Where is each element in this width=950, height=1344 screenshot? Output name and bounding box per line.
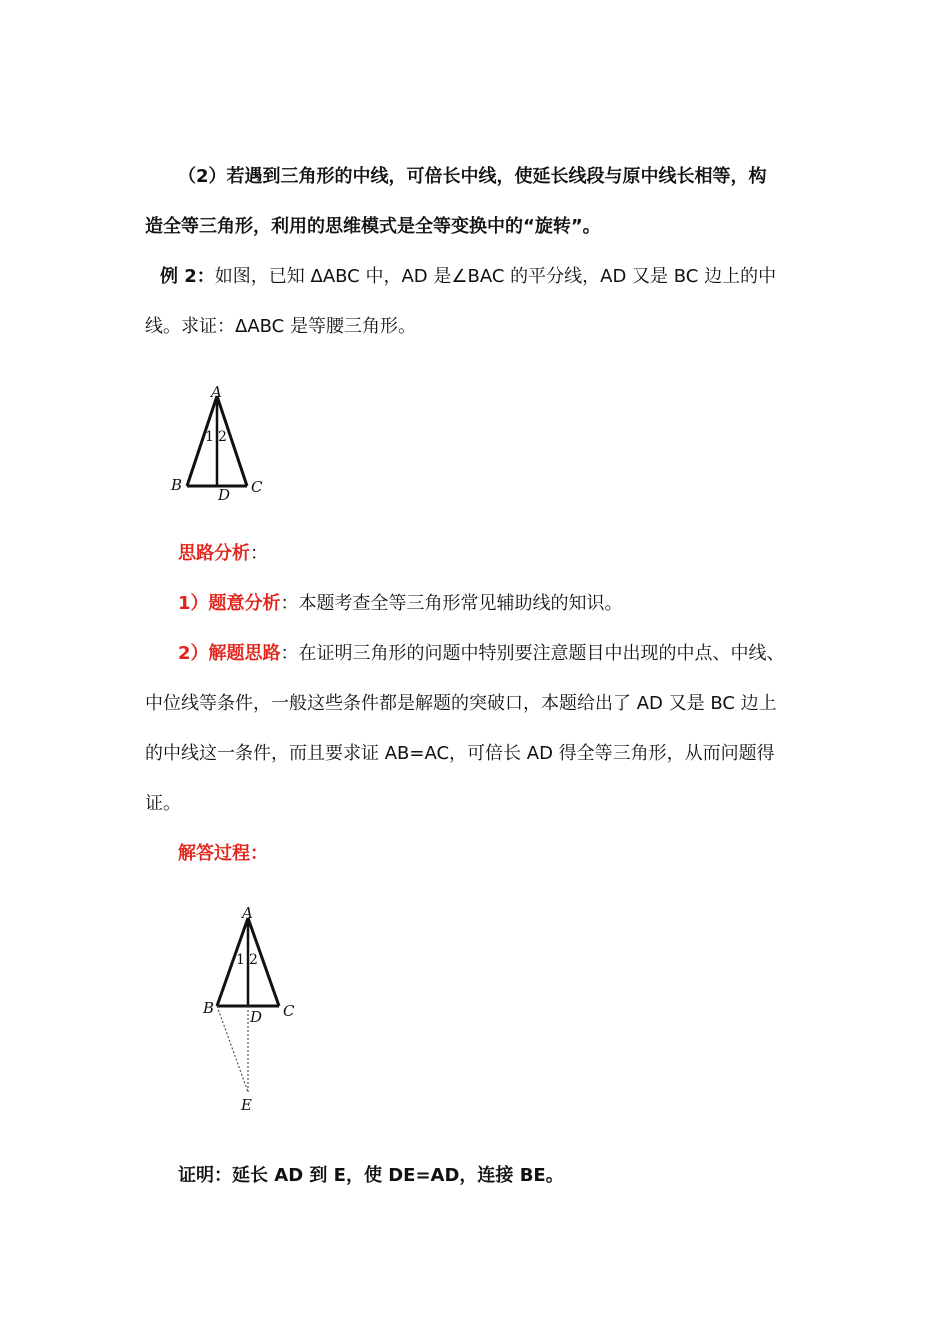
triangle-figure-1 <box>165 380 275 505</box>
angle-1-label: 1 <box>205 429 214 445</box>
paragraph-2-line-1: （2）若遇到三角形的中线，可倍长中线，使延长线段与原中线长相等，构 <box>178 166 767 187</box>
analysis-item-2-line-2: 中位线等条件，一般这些条件都是解题的突破口，本题给出了 AD 又是 BC 边上 <box>145 693 777 714</box>
triangle-figure-2 <box>195 900 310 1115</box>
example-label: 例 2： <box>160 266 215 287</box>
analysis-heading <box>178 541 268 567</box>
angle-1-label: 1 <box>236 952 245 968</box>
item-1-text: ：本题考查全等三角形常见辅助线的知识。 <box>280 593 623 614</box>
item-2-label: 2）解题思路 <box>178 643 281 664</box>
label-b: B <box>203 999 215 1017</box>
angle-2-label: 2 <box>218 429 227 445</box>
label-a: A <box>211 383 222 401</box>
proof-line: 证明：延长 AD 到 E，使 DE=AD，连接 BE。 <box>178 1165 564 1186</box>
label-d: D <box>250 1008 263 1026</box>
solution-heading: 解答过程： <box>178 843 268 864</box>
analysis-heading-text: 思路分析 <box>178 543 250 564</box>
example-2-line-1 <box>160 264 776 290</box>
label-c: C <box>251 478 263 496</box>
analysis-item-2 <box>178 641 785 667</box>
analysis-item-1 <box>178 591 623 617</box>
label-d: D <box>218 486 231 504</box>
analysis-heading-colon: ： <box>250 543 268 564</box>
analysis-item-2-line-3: 的中线这一条件，而且要求证 AB=AC，可倍长 AD 得全等三角形，从而问题得 <box>145 743 775 764</box>
label-b: B <box>171 476 183 494</box>
label-c: C <box>283 1002 295 1020</box>
example-2-line-2: 线。求证：ΔABC 是等腰三角形。 <box>145 316 416 337</box>
label-e: E <box>241 1096 252 1114</box>
angle-2-label: 2 <box>249 952 258 968</box>
paragraph-2-line-2: 造全等三角形，利用的思维模式是全等变换中的“旋转”。 <box>145 216 601 237</box>
example-text: 如图，已知 ΔABC 中，AD 是∠BAC 的平分线，AD 又是 BC 边上的中 <box>214 266 777 287</box>
item-1-label: 1）题意分析 <box>178 593 281 614</box>
item-2-text: ：在证明三角形的问题中特别要注意题目中出现的中点、中线、 <box>280 643 785 664</box>
label-a: A <box>242 904 253 922</box>
segment-be-dashed <box>217 1006 248 1092</box>
analysis-item-2-line-4: 证。 <box>145 793 181 814</box>
